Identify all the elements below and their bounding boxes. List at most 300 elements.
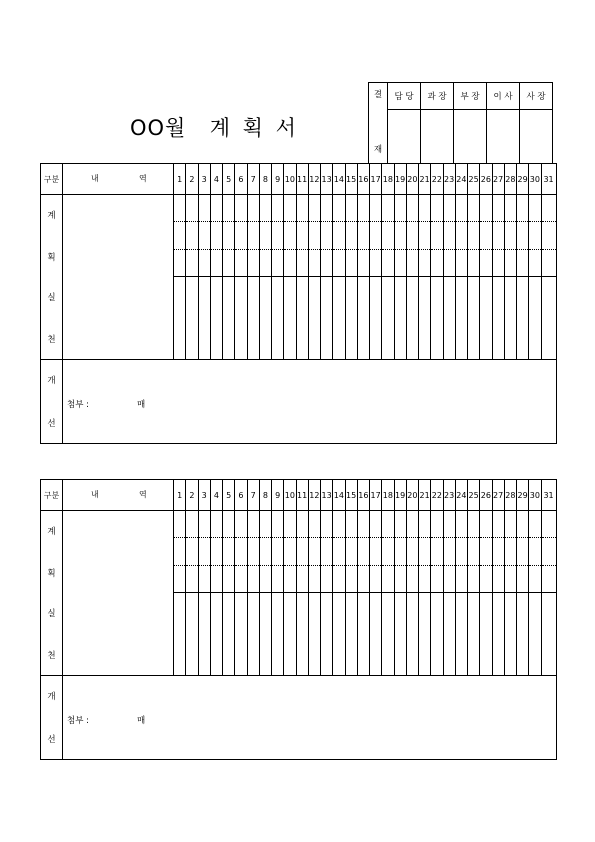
day-header: 30 xyxy=(529,480,541,511)
plan-day-cell[interactable] xyxy=(210,195,222,222)
plan-day-cell[interactable] xyxy=(492,250,504,277)
plan-day-cell[interactable] xyxy=(394,511,406,538)
plan-day-cell[interactable] xyxy=(443,195,455,222)
plan-day-cell[interactable] xyxy=(541,250,556,277)
plan-day-cell[interactable] xyxy=(186,222,198,250)
plan-day-cell[interactable] xyxy=(321,538,333,566)
result-day-cell[interactable] xyxy=(321,593,333,676)
plan-day-cell[interactable] xyxy=(382,222,394,250)
result-day-cell[interactable] xyxy=(259,593,271,676)
plan-day-cell[interactable] xyxy=(247,538,259,566)
plan-day-cell[interactable] xyxy=(321,222,333,250)
plan-day-cell[interactable] xyxy=(198,195,210,222)
attachment-unit: 매 xyxy=(137,400,146,410)
plan-day-cell[interactable] xyxy=(186,250,198,277)
plan-day-cell[interactable] xyxy=(174,195,186,222)
plan-day-cell[interactable] xyxy=(235,250,247,277)
plan-day-cell[interactable] xyxy=(308,222,320,250)
plan-day-cell[interactable] xyxy=(370,538,382,566)
result-content-cell[interactable] xyxy=(63,277,174,360)
result-day-cell[interactable] xyxy=(296,277,308,360)
plan-day-cell[interactable] xyxy=(492,222,504,250)
result-day-cell[interactable] xyxy=(223,277,235,360)
result-day-cell[interactable] xyxy=(357,593,369,676)
plan-day-cell[interactable] xyxy=(357,566,369,593)
result-day-cell[interactable] xyxy=(529,277,541,360)
day-header: 29 xyxy=(517,164,529,195)
result-day-cell[interactable] xyxy=(455,277,467,360)
plan-day-cell[interactable] xyxy=(455,195,467,222)
day-header: 22 xyxy=(431,164,443,195)
plan-day-cell[interactable] xyxy=(284,538,296,566)
plan-day-cell[interactable] xyxy=(455,538,467,566)
plan-day-cell[interactable] xyxy=(296,250,308,277)
plan-day-cell[interactable] xyxy=(321,250,333,277)
day-header: 4 xyxy=(210,164,222,195)
approval-sign-box[interactable] xyxy=(454,110,487,164)
improve-content-cell[interactable] xyxy=(63,676,557,760)
plan-day-cell[interactable] xyxy=(345,250,357,277)
plan-day-cell[interactable] xyxy=(259,222,271,250)
day-header: 23 xyxy=(443,480,455,511)
day-header: 20 xyxy=(406,164,418,195)
result-day-cell[interactable] xyxy=(541,593,556,676)
result-day-cell[interactable] xyxy=(517,593,529,676)
result-day-cell[interactable] xyxy=(333,593,345,676)
plan-day-cell[interactable] xyxy=(468,538,480,566)
plan-day-cell[interactable] xyxy=(394,222,406,250)
result-day-cell[interactable] xyxy=(370,277,382,360)
plan-day-cell[interactable] xyxy=(517,566,529,593)
plan-day-cell[interactable] xyxy=(186,566,198,593)
plan-day-cell[interactable] xyxy=(223,195,235,222)
improve-label xyxy=(41,676,63,760)
plan-day-cell[interactable] xyxy=(357,195,369,222)
plan-day-cell[interactable] xyxy=(198,222,210,250)
plan-label xyxy=(41,195,63,277)
result-day-cell[interactable] xyxy=(198,593,210,676)
plan-day-cell[interactable] xyxy=(541,538,556,566)
result-day-cell[interactable] xyxy=(504,277,516,360)
plan-day-cell[interactable] xyxy=(504,195,516,222)
plan-day-cell[interactable] xyxy=(174,566,186,593)
plan-day-cell[interactable] xyxy=(419,566,431,593)
plan-day-cell[interactable] xyxy=(517,195,529,222)
plan-day-cell[interactable] xyxy=(210,566,222,593)
plan-content-cell[interactable] xyxy=(63,511,174,593)
plan-day-cell[interactable] xyxy=(186,195,198,222)
plan-day-cell[interactable] xyxy=(321,195,333,222)
plan-day-cell[interactable] xyxy=(210,250,222,277)
plan-day-cell[interactable] xyxy=(284,195,296,222)
result-day-cell[interactable] xyxy=(357,277,369,360)
result-day-cell[interactable] xyxy=(210,593,222,676)
result-day-cell[interactable] xyxy=(174,277,186,360)
plan-day-cell[interactable] xyxy=(210,538,222,566)
plan-day-cell[interactable] xyxy=(284,250,296,277)
result-day-cell[interactable] xyxy=(235,593,247,676)
plan-day-cell[interactable] xyxy=(223,511,235,538)
plan-day-cell[interactable] xyxy=(541,222,556,250)
plan-day-cell[interactable] xyxy=(284,222,296,250)
day-header: 31 xyxy=(541,480,556,511)
plan-day-cell[interactable] xyxy=(382,566,394,593)
plan-day-cell[interactable] xyxy=(296,538,308,566)
plan-day-cell[interactable] xyxy=(541,195,556,222)
plan-day-cell[interactable] xyxy=(284,566,296,593)
plan-day-cell[interactable] xyxy=(296,222,308,250)
plan-day-cell[interactable] xyxy=(210,511,222,538)
result-content-cell[interactable] xyxy=(63,593,174,676)
result-day-cell[interactable] xyxy=(431,593,443,676)
plan-day-cell[interactable] xyxy=(333,250,345,277)
plan-day-cell[interactable] xyxy=(455,250,467,277)
plan-day-cell[interactable] xyxy=(308,511,320,538)
plan-day-cell[interactable] xyxy=(357,511,369,538)
approval-role-manager: 담 당 xyxy=(388,83,421,110)
plan-day-cell[interactable] xyxy=(419,511,431,538)
plan-day-cell[interactable] xyxy=(419,195,431,222)
result-day-cell[interactable] xyxy=(308,593,320,676)
plan-day-cell[interactable] xyxy=(223,566,235,593)
plan-day-cell[interactable] xyxy=(345,538,357,566)
plan-day-cell[interactable] xyxy=(223,250,235,277)
plan-day-cell[interactable] xyxy=(455,511,467,538)
plan-day-cell[interactable] xyxy=(382,195,394,222)
approval-sign-box[interactable] xyxy=(520,110,553,164)
day-header: 26 xyxy=(480,480,492,511)
result-day-cell[interactable] xyxy=(443,277,455,360)
plan-day-cell[interactable] xyxy=(174,250,186,277)
result-day-cell[interactable] xyxy=(480,277,492,360)
plan-day-cell[interactable] xyxy=(333,511,345,538)
plan-day-cell[interactable] xyxy=(370,566,382,593)
plan-day-cell[interactable] xyxy=(480,511,492,538)
result-day-cell[interactable] xyxy=(174,593,186,676)
result-day-cell[interactable] xyxy=(247,593,259,676)
result-day-cell[interactable] xyxy=(186,277,198,360)
day-header: 27 xyxy=(492,480,504,511)
plan-day-cell[interactable] xyxy=(345,195,357,222)
plan-day-cell[interactable] xyxy=(468,195,480,222)
plan-day-cell[interactable] xyxy=(210,222,222,250)
result-day-cell[interactable] xyxy=(296,593,308,676)
result-day-cell[interactable] xyxy=(223,593,235,676)
plan-day-cell[interactable] xyxy=(394,566,406,593)
plan-day-cell[interactable] xyxy=(357,250,369,277)
plan-day-cell[interactable] xyxy=(296,511,308,538)
plan-day-cell[interactable] xyxy=(198,511,210,538)
plan-day-cell[interactable] xyxy=(345,566,357,593)
day-header: 24 xyxy=(455,480,467,511)
plan-content-cell[interactable] xyxy=(63,195,174,277)
day-header: 16 xyxy=(357,164,369,195)
day-header: 18 xyxy=(382,480,394,511)
plan-day-cell[interactable] xyxy=(333,538,345,566)
plan-day-cell[interactable] xyxy=(443,511,455,538)
plan-day-cell[interactable] xyxy=(517,538,529,566)
result-day-cell[interactable] xyxy=(308,277,320,360)
day-header: 10 xyxy=(284,480,296,511)
plan-day-cell[interactable] xyxy=(492,566,504,593)
result-day-cell[interactable] xyxy=(492,593,504,676)
plan-day-cell[interactable] xyxy=(431,511,443,538)
plan-day-cell[interactable] xyxy=(174,222,186,250)
plan-day-cell[interactable] xyxy=(321,566,333,593)
day-header: 24 xyxy=(455,164,467,195)
plan-day-cell[interactable] xyxy=(406,538,418,566)
plan-day-cell[interactable] xyxy=(284,511,296,538)
plan-day-cell[interactable] xyxy=(247,566,259,593)
plan-day-cell[interactable] xyxy=(382,250,394,277)
plan-day-cell[interactable] xyxy=(529,538,541,566)
result-day-cell[interactable] xyxy=(468,593,480,676)
content-header xyxy=(63,480,174,511)
result-day-cell[interactable] xyxy=(198,277,210,360)
plan-day-cell[interactable] xyxy=(406,195,418,222)
result-day-cell[interactable] xyxy=(284,277,296,360)
result-day-cell[interactable] xyxy=(443,593,455,676)
plan-day-cell[interactable] xyxy=(443,222,455,250)
plan-day-cell[interactable] xyxy=(321,511,333,538)
plan-day-cell[interactable] xyxy=(419,250,431,277)
content-header xyxy=(63,164,174,195)
day-header: 14 xyxy=(333,480,345,511)
plan-day-cell[interactable] xyxy=(235,566,247,593)
plan-day-cell[interactable] xyxy=(259,250,271,277)
result-day-cell[interactable] xyxy=(345,277,357,360)
approval-sign-box[interactable] xyxy=(421,110,454,164)
approval-side-label xyxy=(369,83,388,164)
plan-day-cell[interactable] xyxy=(419,222,431,250)
result-day-cell[interactable] xyxy=(247,277,259,360)
plan-day-cell[interactable] xyxy=(419,538,431,566)
plan-day-cell[interactable] xyxy=(345,222,357,250)
plan-day-cell[interactable] xyxy=(480,222,492,250)
plan-day-cell[interactable] xyxy=(259,511,271,538)
result-day-cell[interactable] xyxy=(406,277,418,360)
plan-day-cell[interactable] xyxy=(272,250,284,277)
plan-day-cell[interactable] xyxy=(186,511,198,538)
plan-day-cell[interactable] xyxy=(431,222,443,250)
result-day-cell[interactable] xyxy=(382,277,394,360)
day-header: 3 xyxy=(198,480,210,511)
attachment-unit: 매 xyxy=(137,716,146,726)
result-day-cell[interactable] xyxy=(431,277,443,360)
plan-day-cell[interactable] xyxy=(382,538,394,566)
plan-day-cell[interactable] xyxy=(223,222,235,250)
plan-day-cell[interactable] xyxy=(235,195,247,222)
day-header: 25 xyxy=(468,480,480,511)
plan-day-cell[interactable] xyxy=(198,566,210,593)
plan-day-cell[interactable] xyxy=(406,250,418,277)
plan-day-cell[interactable] xyxy=(480,250,492,277)
day-header: 11 xyxy=(296,480,308,511)
plan-day-cell[interactable] xyxy=(247,511,259,538)
day-header: 5 xyxy=(223,480,235,511)
plan-day-cell[interactable] xyxy=(394,250,406,277)
result-day-cell[interactable] xyxy=(333,277,345,360)
content-header-a: 내 xyxy=(91,490,99,499)
result-day-cell[interactable] xyxy=(345,593,357,676)
plan-day-cell[interactable] xyxy=(247,195,259,222)
result-day-cell[interactable] xyxy=(235,277,247,360)
plan-day-cell[interactable] xyxy=(370,195,382,222)
plan-day-cell[interactable] xyxy=(480,566,492,593)
improve-label-bottom: 선 xyxy=(47,735,56,745)
plan-day-cell[interactable] xyxy=(529,195,541,222)
day-header: 9 xyxy=(272,480,284,511)
plan-day-cell[interactable] xyxy=(406,566,418,593)
plan-day-cell[interactable] xyxy=(174,511,186,538)
result-label-top: 실 xyxy=(47,608,56,619)
plan-day-cell[interactable] xyxy=(296,566,308,593)
plan-day-cell[interactable] xyxy=(517,250,529,277)
plan-day-cell[interactable] xyxy=(345,511,357,538)
plan-day-cell[interactable] xyxy=(517,222,529,250)
result-day-cell[interactable] xyxy=(406,593,418,676)
plan-day-cell[interactable] xyxy=(394,538,406,566)
plan-day-cell[interactable] xyxy=(259,566,271,593)
plan-day-cell[interactable] xyxy=(235,222,247,250)
plan-day-cell[interactable] xyxy=(529,250,541,277)
plan-day-cell[interactable] xyxy=(517,511,529,538)
result-day-cell[interactable] xyxy=(272,277,284,360)
result-day-cell[interactable] xyxy=(186,593,198,676)
approval-sign-box[interactable] xyxy=(388,110,421,164)
approval-side-bottom: 재 xyxy=(373,145,383,155)
plan-day-cell[interactable] xyxy=(504,222,516,250)
plan-day-cell[interactable] xyxy=(480,195,492,222)
day-header: 14 xyxy=(333,164,345,195)
plan-day-cell[interactable] xyxy=(529,566,541,593)
plan-day-cell[interactable] xyxy=(468,222,480,250)
plan-day-cell[interactable] xyxy=(272,511,284,538)
approval-side-top: 결 xyxy=(373,90,383,100)
plan-day-cell[interactable] xyxy=(541,566,556,593)
plan-day-cell[interactable] xyxy=(272,222,284,250)
plan-day-cell[interactable] xyxy=(357,222,369,250)
plan-day-cell[interactable] xyxy=(382,511,394,538)
day-header: 2 xyxy=(186,164,198,195)
plan-day-cell[interactable] xyxy=(504,511,516,538)
plan-day-cell[interactable] xyxy=(357,538,369,566)
plan-day-cell[interactable] xyxy=(223,538,235,566)
plan-day-cell[interactable] xyxy=(468,566,480,593)
result-day-cell[interactable] xyxy=(210,277,222,360)
approval-sign-box[interactable] xyxy=(487,110,520,164)
plan-day-cell[interactable] xyxy=(272,195,284,222)
plan-day-cell[interactable] xyxy=(468,511,480,538)
result-day-cell[interactable] xyxy=(541,277,556,360)
plan-day-cell[interactable] xyxy=(468,250,480,277)
plan-day-cell[interactable] xyxy=(406,511,418,538)
result-day-cell[interactable] xyxy=(419,277,431,360)
plan-day-cell[interactable] xyxy=(235,511,247,538)
plan-day-cell[interactable] xyxy=(504,250,516,277)
result-day-cell[interactable] xyxy=(492,277,504,360)
plan-day-cell[interactable] xyxy=(541,511,556,538)
plan-day-cell[interactable] xyxy=(443,250,455,277)
result-label-bottom: 천 xyxy=(47,651,56,661)
result-day-cell[interactable] xyxy=(321,277,333,360)
plan-day-cell[interactable] xyxy=(198,538,210,566)
day-header: 11 xyxy=(296,164,308,195)
plan-day-cell[interactable] xyxy=(443,566,455,593)
plan-day-cell[interactable] xyxy=(186,538,198,566)
result-day-cell[interactable] xyxy=(284,593,296,676)
attachment-label: 첨부 : xyxy=(67,716,89,726)
plan-day-cell[interactable] xyxy=(272,538,284,566)
plan-day-cell[interactable] xyxy=(370,511,382,538)
plan-day-cell[interactable] xyxy=(431,195,443,222)
plan-day-cell[interactable] xyxy=(308,250,320,277)
result-day-cell[interactable] xyxy=(370,593,382,676)
plan-day-cell[interactable] xyxy=(235,538,247,566)
plan-day-cell[interactable] xyxy=(443,538,455,566)
result-day-cell[interactable] xyxy=(529,593,541,676)
plan-day-cell[interactable] xyxy=(296,195,308,222)
plan-day-cell[interactable] xyxy=(308,195,320,222)
attachment-label: 첨부 : xyxy=(67,400,89,410)
plan-day-cell[interactable] xyxy=(492,511,504,538)
plan-day-cell[interactable] xyxy=(333,566,345,593)
result-day-cell[interactable] xyxy=(419,593,431,676)
result-day-cell[interactable] xyxy=(382,593,394,676)
result-day-cell[interactable] xyxy=(504,593,516,676)
plan-day-cell[interactable] xyxy=(492,538,504,566)
plan-day-cell[interactable] xyxy=(529,511,541,538)
plan-day-cell[interactable] xyxy=(455,566,467,593)
plan-day-cell[interactable] xyxy=(259,538,271,566)
day-header: 9 xyxy=(272,164,284,195)
result-day-cell[interactable] xyxy=(394,277,406,360)
plan-day-cell[interactable] xyxy=(174,538,186,566)
result-day-cell[interactable] xyxy=(455,593,467,676)
plan-day-cell[interactable] xyxy=(370,222,382,250)
plan-day-cell[interactable] xyxy=(333,222,345,250)
result-day-cell[interactable] xyxy=(259,277,271,360)
plan-day-cell[interactable] xyxy=(529,222,541,250)
plan-day-cell[interactable] xyxy=(480,538,492,566)
result-label xyxy=(41,277,63,360)
plan-day-cell[interactable] xyxy=(259,195,271,222)
plan-day-cell[interactable] xyxy=(247,222,259,250)
plan-day-cell[interactable] xyxy=(370,250,382,277)
result-day-cell[interactable] xyxy=(480,593,492,676)
plan-day-cell[interactable] xyxy=(333,195,345,222)
result-day-cell[interactable] xyxy=(517,277,529,360)
plan-day-cell[interactable] xyxy=(431,566,443,593)
plan-day-cell[interactable] xyxy=(308,538,320,566)
plan-day-cell[interactable] xyxy=(455,222,467,250)
plan-day-cell[interactable] xyxy=(406,222,418,250)
result-day-cell[interactable] xyxy=(394,593,406,676)
plan-day-cell[interactable] xyxy=(504,566,516,593)
improve-content-cell[interactable] xyxy=(63,360,557,444)
plan-day-cell[interactable] xyxy=(504,538,516,566)
plan-day-cell[interactable] xyxy=(394,195,406,222)
result-day-cell[interactable] xyxy=(272,593,284,676)
plan-day-cell[interactable] xyxy=(308,566,320,593)
plan-day-cell[interactable] xyxy=(247,250,259,277)
plan-day-cell[interactable] xyxy=(198,250,210,277)
plan-day-cell[interactable] xyxy=(492,195,504,222)
plan-day-cell[interactable] xyxy=(431,538,443,566)
plan-day-cell[interactable] xyxy=(272,566,284,593)
result-day-cell[interactable] xyxy=(468,277,480,360)
plan-day-cell[interactable] xyxy=(431,250,443,277)
